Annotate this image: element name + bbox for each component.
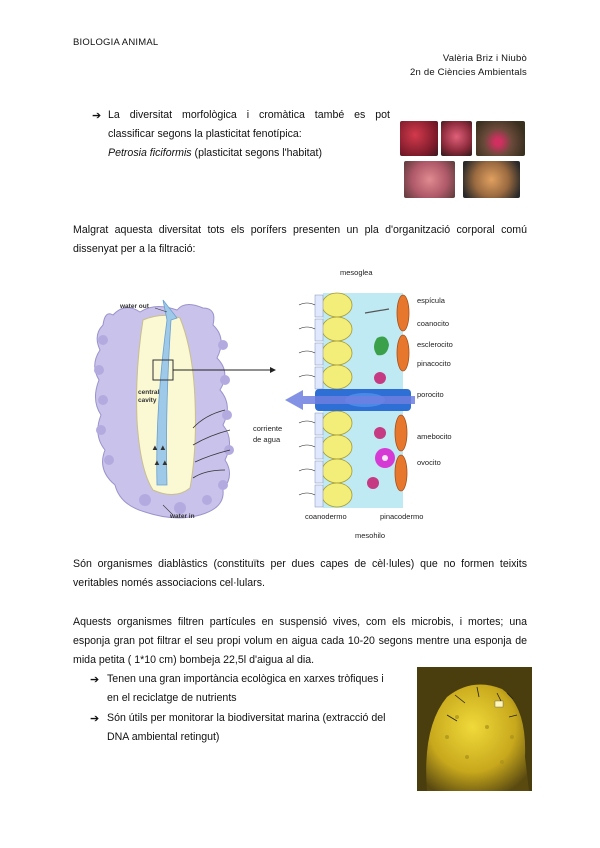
bullet-biodiversity-line-2: DNA ambiental retingut) [107,731,220,743]
sponge-photo-pink [404,161,455,198]
header-subject: BIOLOGIA ANIMAL [73,37,159,48]
species-note: (plasticitat segons l'habitat) [191,147,322,159]
label-espicula: espícula [417,296,445,305]
bullet-arrow-icon: ➔ [92,110,102,122]
intro-line-2: classificar segons la plasticitat fenotípica: [108,128,302,140]
paragraph-body-plan: Malgrat aquesta diversitat tots els porífers presenten un pla d'organització corporal comú dissenyat per a la filtració: [73,224,527,255]
sponge-diagram [85,290,285,535]
sponge-photo-rock [476,121,525,156]
label-water-out: water out [120,303,149,310]
label-coanocito: coanocito [417,319,450,328]
label-esclerocito: esclerocito [417,340,453,349]
svg-text:▲▲: ▲▲ [153,458,169,467]
paragraph-filtration: Aquests organismes filtren partícules en suspensió vives, com els microbis, i mortes; una esponja gran pot filtrar el seu propi volum en aigua cada 10-20 segons mentre una esponja de mida petita ( 1*10 cm) bombeja 22,5l d'aigua al dia. [73,616,527,666]
label-pinacodermo: pinacodermo [380,512,424,521]
intro-bullet-text [108,106,390,163]
label-amebocito: amebocito [417,432,452,441]
sponge-photo-red-2 [441,121,472,156]
bullet-arrow-icon: ➔ [90,713,100,725]
label-mesoglea: mesoglea [340,268,373,277]
label-mesohilo: mesohilo [355,531,386,540]
label-de-agua: de agua [253,435,281,444]
bullet-biodiversity-line-1: Són útils per monitorar la biodiversitat marina (extracció del [107,712,386,724]
paragraph-diploblastic: Són organismes diablàstics (constituïts per dues capes de cèl·lules) que no formen teixits veritables només associacions cel·lulars. [73,558,527,589]
bullet-ecology-line-2: en el reciclatge de nutrients [107,692,237,704]
bullet-arrow-icon: ➔ [90,674,100,686]
label-coanodermo: coanodermo [305,512,347,521]
yellow-sponge-photo [417,667,532,791]
bullet-ecology [107,670,407,708]
label-corriente: corriente [253,424,283,433]
label-central-1: central [138,389,160,396]
label-water-in: water in [170,513,195,520]
label-central-2: cavity [138,397,157,404]
header-course: 2n de Ciències Ambientals [410,67,527,78]
cell-detail-diagram [285,283,415,518]
sponge-photo-red-1 [400,121,438,156]
sponge-photo-orange [463,161,520,198]
label-ovocito: ovocito [417,458,441,467]
species-name: Petrosia ficiformis [108,147,192,159]
intro-line-1: La diversitat morfològica i cromàtica també es pot [108,109,390,121]
label-porocito: porocito [417,390,444,399]
header-author: Valèria Briz i Niubò [442,53,527,64]
intro-line-3 [108,144,390,163]
bullet-ecology-line-1: Tenen una gran importància ecològica en xarxes tròfiques i [107,673,384,685]
amoebocyte-cell [374,372,386,384]
svg-text:▲▲: ▲▲ [151,443,167,452]
bullet-biodiversity [107,709,407,747]
label-pinacocito: pinacocito [417,359,451,368]
